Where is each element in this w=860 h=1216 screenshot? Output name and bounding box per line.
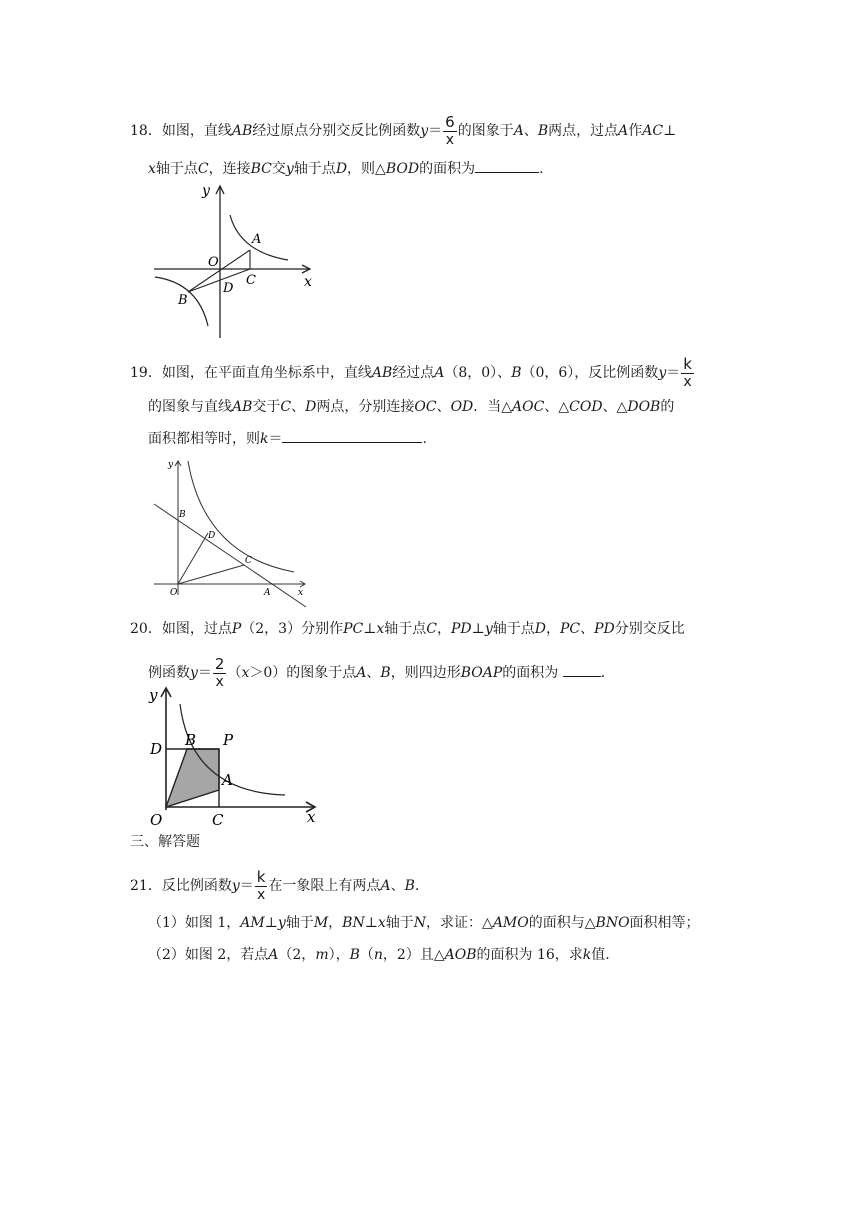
q20-line-2: 例函数y＝ $\frac{2}{x}$ （x＞0）的图象于点A、B，则四边形BOAP的面积为 . <box>148 655 606 690</box>
label-B: B <box>185 731 197 749</box>
q20-line-1: 20．如图，过点P（2，3）分别作PC⊥x轴于点C，PD⊥y轴于点D，PC、PD分别交反比 <box>130 621 685 637</box>
q19-line-1: 19．如图，在平面直角坐标系中，直线AB经过点A（8，0）、B（0，6），反比例函数y＝ $\frac{k}{x}$ <box>130 355 692 390</box>
label-D: D <box>208 531 216 541</box>
q21-part-1: （1）如图 1，AM⊥y轴于M，BN⊥x轴于N，求证：△AMO的面积与△BNO面积相等； <box>148 915 700 931</box>
fraction-k-over-x: $\frac{k}{x}$ <box>256 868 266 903</box>
q19-line-2: 的图象与直线AB交于C、D两点，分别连接OC、OD．当△AOC、△COD、△DOB的 <box>148 399 675 415</box>
label-O: O <box>208 255 219 270</box>
label-C: C <box>246 273 256 288</box>
q21-part-2: （2）如图 2，若点A（2，m），B（n，2）且△AOB的面积为 16，求k值. <box>148 947 610 963</box>
label-x: x <box>304 274 312 290</box>
label-A: A <box>222 771 233 789</box>
q18-figure <box>150 180 320 340</box>
q19-line-3: 面积都相等时，则k＝ . <box>148 428 427 449</box>
label-B: B <box>179 510 186 520</box>
fraction-k-over-x: $\frac{k}{x}$ <box>683 355 692 390</box>
shaded-quadrilateral-BOAP <box>166 749 219 807</box>
answer-blank <box>475 158 539 173</box>
label-D: D <box>223 281 234 296</box>
answer-blank <box>563 662 601 677</box>
label-y: y <box>149 686 158 704</box>
section-title: 三、解答题 <box>130 834 200 850</box>
label-A: A <box>264 588 271 598</box>
label-A: A <box>252 232 262 247</box>
label-D: D <box>150 740 163 758</box>
q19-figure <box>150 455 320 610</box>
label-y: y <box>168 460 174 470</box>
label-P: P <box>223 731 234 749</box>
q18-line-1: 18．如图，直线AB经过原点分别交反比例函数y＝ $\frac{6}{x}$ 的图象于A、B两点，过点A作AC⊥ <box>130 113 677 148</box>
label-x: x <box>298 588 304 598</box>
line-AB <box>188 250 250 292</box>
label-O: O <box>150 811 163 829</box>
label-y: y <box>202 183 210 199</box>
label-B: B <box>178 293 188 308</box>
q21-line-1: 21．反比例函数y＝ $\frac{k}{x}$ 在一象限上有两点A、B. <box>130 868 420 903</box>
hyperbola <box>188 461 294 572</box>
answer-blank <box>282 428 422 443</box>
label-O: O <box>170 588 178 598</box>
fraction-6-over-x: $\frac{6}{x}$ <box>445 113 455 148</box>
label-C: C <box>245 556 252 566</box>
label-x: x <box>307 808 316 826</box>
q18-line-2: x轴于点C，连接BC交y轴于点D，则△BOD的面积为 . <box>148 158 544 179</box>
line-BC <box>188 269 250 292</box>
label-C: C <box>212 811 224 829</box>
q20-figure <box>145 682 325 827</box>
fraction-2-over-x: $\frac{2}{x}$ <box>214 655 225 690</box>
